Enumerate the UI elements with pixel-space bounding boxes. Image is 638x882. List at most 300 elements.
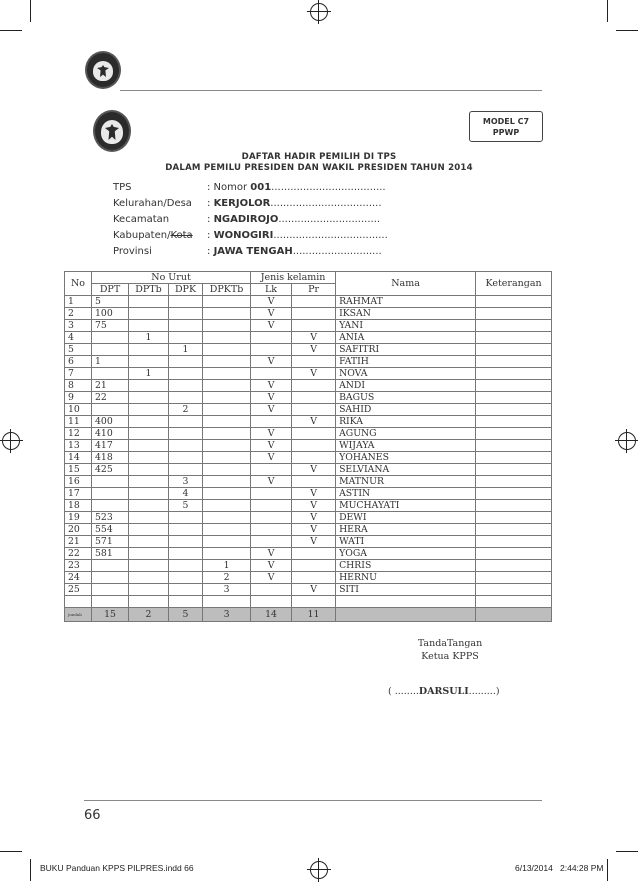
cell-dpt	[92, 368, 129, 380]
cell-dptb	[129, 548, 169, 560]
cell-pr	[292, 440, 336, 452]
cell-dptb	[129, 560, 169, 572]
cell-keterangan	[476, 488, 552, 500]
cell-no: 20	[65, 524, 92, 536]
cell-dpk	[169, 320, 203, 332]
cell-dpktb	[203, 344, 251, 356]
cell-dptb	[129, 308, 169, 320]
cell-no: 24	[65, 572, 92, 584]
cell-pr: V	[292, 500, 336, 512]
cell-no: 18	[65, 500, 92, 512]
crop-mark	[616, 30, 638, 31]
cell-dptb: 1	[129, 368, 169, 380]
header-dpk: DPK	[169, 284, 203, 296]
cell-nama: YANI	[336, 320, 476, 332]
crop-mark	[0, 30, 22, 31]
cell-keterangan	[476, 476, 552, 488]
crop-mark	[607, 859, 608, 881]
model-label: MODEL C7	[482, 117, 530, 126]
cell-dpktb: 2	[203, 572, 251, 584]
model-sublabel: PPWP	[492, 128, 520, 137]
cell-lk: V	[251, 356, 292, 368]
cell-dptb	[129, 296, 169, 308]
table-row	[65, 512, 552, 524]
header-dptb: DPTb	[129, 284, 169, 296]
total-value: 11	[292, 608, 336, 622]
cell-no	[65, 596, 92, 608]
table-row	[65, 584, 552, 596]
cell-lk: V	[251, 452, 292, 464]
table-row	[65, 524, 552, 536]
cell-nama: FATIH	[336, 356, 476, 368]
cell-lk: V	[251, 548, 292, 560]
cell-nama: IKSAN	[336, 308, 476, 320]
table-row	[65, 344, 552, 356]
cell-no: 17	[65, 488, 92, 500]
cell-dpk	[169, 452, 203, 464]
cell-no: 6	[65, 356, 92, 368]
cell-dpktb: 1	[203, 560, 251, 572]
cell-pr	[292, 548, 336, 560]
cell-pr: V	[292, 464, 336, 476]
info-dots: ....................................	[271, 182, 386, 193]
info-label: Provinsi	[113, 246, 152, 257]
cell-nama: HERA	[336, 524, 476, 536]
cell-pr: V	[292, 536, 336, 548]
cell-dpktb	[203, 524, 251, 536]
cell-dptb	[129, 512, 169, 524]
cell-dpt	[92, 476, 129, 488]
table-row	[65, 452, 552, 464]
cell-pr	[292, 572, 336, 584]
crop-mark	[607, 0, 608, 22]
cell-no: 15	[65, 464, 92, 476]
cell-dptb	[129, 428, 169, 440]
cell-nama: WIJAYA	[336, 440, 476, 452]
cell-keterangan	[476, 560, 552, 572]
info-value: JAWA TENGAH	[213, 246, 293, 257]
cell-dpt: 571	[92, 536, 129, 548]
total-value: 15	[92, 608, 129, 622]
registration-mark-icon	[310, 3, 328, 21]
cell-keterangan	[476, 512, 552, 524]
cell-dpk	[169, 380, 203, 392]
signature-name-line	[388, 686, 500, 697]
cell-dpktb	[203, 512, 251, 524]
header-nama: Nama	[336, 272, 476, 296]
signature-role: Ketua KPPS	[421, 651, 479, 662]
cell-no: 14	[65, 452, 92, 464]
cell-dpk	[169, 416, 203, 428]
header-pr: Pr	[292, 284, 336, 296]
cell-nama: NOVA	[336, 368, 476, 380]
cell-dpt: 554	[92, 524, 129, 536]
cell-lk	[251, 368, 292, 380]
cell-keterangan	[476, 428, 552, 440]
cell-lk: V	[251, 476, 292, 488]
table-row	[65, 392, 552, 404]
cell-keterangan	[476, 404, 552, 416]
cell-pr	[292, 356, 336, 368]
cell-lk	[251, 416, 292, 428]
table-body	[65, 296, 552, 622]
cell-dpt: 418	[92, 452, 129, 464]
cell-dpk	[169, 392, 203, 404]
cell-no: 13	[65, 440, 92, 452]
cell-nama: SAFITRI	[336, 344, 476, 356]
table-row	[65, 440, 552, 452]
cell-nama: RAHMAT	[336, 296, 476, 308]
cell-dpktb	[203, 404, 251, 416]
cell-pr	[292, 320, 336, 332]
cell-dpk	[169, 440, 203, 452]
info-value: 001	[250, 182, 272, 193]
info-dots: ...................................	[270, 198, 382, 209]
cell-pr	[292, 392, 336, 404]
cell-nama: SELVIANA	[336, 464, 476, 476]
cell-dptb	[129, 464, 169, 476]
table-row	[65, 500, 552, 512]
cell-dpktb	[203, 380, 251, 392]
cell-dpk	[169, 548, 203, 560]
cell-lk	[251, 500, 292, 512]
total-row	[65, 608, 552, 622]
signature-label: TandaTangan	[417, 638, 483, 649]
info-label: TPS	[113, 182, 132, 193]
signature-name: DARSULI	[418, 686, 469, 697]
cell-keterangan	[476, 356, 552, 368]
cell-nama: AGUNG	[336, 428, 476, 440]
cell-keterangan	[476, 368, 552, 380]
info-prefix: :	[207, 246, 214, 257]
signature-suffix: .........)	[468, 686, 500, 697]
cell-keterangan	[476, 536, 552, 548]
info-prefix: :	[207, 230, 214, 241]
table-row	[65, 296, 552, 308]
cell-keterangan	[476, 440, 552, 452]
cell-dptb	[129, 452, 169, 464]
cell-dptb	[129, 476, 169, 488]
total-empty	[476, 608, 552, 622]
table-row	[65, 428, 552, 440]
cell-dptb	[129, 500, 169, 512]
cell-pr: V	[292, 368, 336, 380]
header-keterangan: Keterangan	[476, 272, 552, 296]
cell-pr	[292, 296, 336, 308]
cell-dpk	[169, 332, 203, 344]
cell-dpktb	[203, 320, 251, 332]
header-no-urut: No Urut	[92, 272, 251, 284]
cell-no: 21	[65, 536, 92, 548]
info-dots: ....................................	[273, 230, 388, 241]
header-dpktb: DPKTb	[203, 284, 251, 296]
cell-dpk	[169, 368, 203, 380]
cell-dptb	[129, 440, 169, 452]
table-row	[65, 380, 552, 392]
cell-lk: V	[251, 296, 292, 308]
cell-pr	[292, 380, 336, 392]
table-row	[65, 404, 552, 416]
cell-nama	[336, 596, 476, 608]
cell-dpt: 100	[92, 308, 129, 320]
cell-dpktb	[203, 500, 251, 512]
cell-dpk	[169, 560, 203, 572]
cell-keterangan	[476, 380, 552, 392]
cell-dpk	[169, 464, 203, 476]
cell-dpktb	[203, 476, 251, 488]
cell-lk: V	[251, 428, 292, 440]
crop-mark	[30, 859, 31, 881]
cell-no: 10	[65, 404, 92, 416]
cell-dpt	[92, 500, 129, 512]
registration-mark-icon	[310, 861, 328, 879]
cell-dpktb	[203, 440, 251, 452]
cell-dpktb: 3	[203, 584, 251, 596]
cell-dpktb	[203, 308, 251, 320]
cell-pr	[292, 476, 336, 488]
cell-no: 4	[65, 332, 92, 344]
cell-no: 5	[65, 344, 92, 356]
cell-pr	[292, 596, 336, 608]
cell-dpt	[92, 488, 129, 500]
cell-nama: YOGA	[336, 548, 476, 560]
info-label: Kecamatan	[113, 214, 170, 225]
cell-no: 3	[65, 320, 92, 332]
total-value: 2	[129, 608, 169, 622]
cell-dptb	[129, 392, 169, 404]
cell-keterangan	[476, 548, 552, 560]
cell-dpt	[92, 404, 129, 416]
cell-dpk: 4	[169, 488, 203, 500]
cell-dpt: 410	[92, 428, 129, 440]
table-row	[65, 596, 552, 608]
cell-nama: YOHANES	[336, 452, 476, 464]
cell-dpt: 75	[92, 320, 129, 332]
table-row	[65, 368, 552, 380]
cell-pr: V	[292, 512, 336, 524]
cell-dpk: 2	[169, 404, 203, 416]
cell-dptb	[129, 524, 169, 536]
cell-dpktb	[203, 392, 251, 404]
cell-dpk	[169, 584, 203, 596]
cell-dpk	[169, 296, 203, 308]
cell-pr	[292, 560, 336, 572]
cell-lk	[251, 464, 292, 476]
table-row	[65, 548, 552, 560]
cell-nama: BAGUS	[336, 392, 476, 404]
cell-pr: V	[292, 332, 336, 344]
cell-dpt: 400	[92, 416, 129, 428]
cell-dpk	[169, 512, 203, 524]
kpu-logo-icon	[93, 110, 131, 152]
total-label: jumlah	[65, 608, 92, 622]
cell-no: 8	[65, 380, 92, 392]
cell-lk: V	[251, 404, 292, 416]
info-value: KERJOLOR	[213, 198, 271, 209]
table-row	[65, 356, 552, 368]
cell-dptb	[129, 584, 169, 596]
signature-prefix: ( ........	[388, 686, 419, 697]
cell-no: 25	[65, 584, 92, 596]
cell-dpktb	[203, 416, 251, 428]
total-empty	[336, 608, 476, 622]
cell-pr: V	[292, 416, 336, 428]
cell-dptb	[129, 344, 169, 356]
table-row	[65, 464, 552, 476]
cell-dpktb	[203, 356, 251, 368]
cell-nama: ANDI	[336, 380, 476, 392]
table-row	[65, 536, 552, 548]
cell-keterangan	[476, 416, 552, 428]
cell-dpt: 523	[92, 512, 129, 524]
cell-dpt	[92, 332, 129, 344]
cell-dpk	[169, 536, 203, 548]
cell-dpk: 1	[169, 344, 203, 356]
cell-nama: ANIA	[336, 332, 476, 344]
cell-keterangan	[476, 392, 552, 404]
info-label-struck: Kota	[170, 230, 193, 241]
attendance-table	[64, 271, 552, 622]
cell-dptb	[129, 416, 169, 428]
header-dpt: DPT	[92, 284, 129, 296]
cell-nama: MUCHAYATI	[336, 500, 476, 512]
cell-dpt	[92, 596, 129, 608]
table-row	[65, 560, 552, 572]
cell-nama: MATNUR	[336, 476, 476, 488]
table-row	[65, 476, 552, 488]
cell-no: 23	[65, 560, 92, 572]
cell-keterangan	[476, 464, 552, 476]
cell-lk: V	[251, 320, 292, 332]
form-subtitle: DALAM PEMILU PRESIDEN DAN WAKIL PRESIDEN TAHUN 2014	[165, 163, 473, 173]
header-rule	[120, 90, 542, 91]
crop-mark	[0, 851, 22, 852]
cell-lk	[251, 488, 292, 500]
cell-no: 12	[65, 428, 92, 440]
cell-dpt: 581	[92, 548, 129, 560]
cell-keterangan	[476, 344, 552, 356]
cell-keterangan	[476, 308, 552, 320]
cell-pr	[292, 428, 336, 440]
header-jenis-kelamin: Jenis kelamin	[251, 272, 336, 284]
cell-dpk: 3	[169, 476, 203, 488]
footer-rule	[84, 800, 542, 801]
cell-no: 22	[65, 548, 92, 560]
cell-dpt: 21	[92, 380, 129, 392]
registration-mark-icon	[2, 432, 20, 450]
cell-dpt	[92, 344, 129, 356]
cell-no: 2	[65, 308, 92, 320]
cell-no: 9	[65, 392, 92, 404]
cell-dpt: 1	[92, 356, 129, 368]
cell-pr: V	[292, 524, 336, 536]
total-value: 14	[251, 608, 292, 622]
cell-dpk	[169, 356, 203, 368]
cell-dpt: 425	[92, 464, 129, 476]
cell-pr: V	[292, 584, 336, 596]
cell-dpk	[169, 596, 203, 608]
registration-mark-icon	[618, 432, 636, 450]
cell-dpt: 22	[92, 392, 129, 404]
cell-nama: ASTIN	[336, 488, 476, 500]
cell-keterangan	[476, 524, 552, 536]
cell-dptb: 1	[129, 332, 169, 344]
cell-pr	[292, 308, 336, 320]
cell-no: 11	[65, 416, 92, 428]
cell-dpktb	[203, 536, 251, 548]
footer-filename: BUKU Panduan KPPS PILPRES.indd 66	[40, 863, 194, 873]
cell-dpktb	[203, 368, 251, 380]
cell-no: 1	[65, 296, 92, 308]
cell-lk: V	[251, 572, 292, 584]
cell-dpk	[169, 428, 203, 440]
cell-dpktb	[203, 596, 251, 608]
cell-lk	[251, 332, 292, 344]
cell-keterangan	[476, 296, 552, 308]
cell-keterangan	[476, 584, 552, 596]
info-value: NGADIROJO	[213, 214, 279, 225]
info-prefix: : Nomor	[207, 182, 251, 193]
info-value: WONOGIRI	[213, 230, 274, 241]
cell-nama: RIKA	[336, 416, 476, 428]
header-no: No	[65, 272, 92, 296]
cell-nama: HERNU	[336, 572, 476, 584]
cell-dptb	[129, 488, 169, 500]
cell-no: 16	[65, 476, 92, 488]
cell-dptb	[129, 596, 169, 608]
cell-lk	[251, 596, 292, 608]
cell-dpktb	[203, 452, 251, 464]
cell-pr	[292, 404, 336, 416]
cell-keterangan	[476, 332, 552, 344]
cell-lk	[251, 524, 292, 536]
cell-dpk	[169, 572, 203, 584]
cell-no: 7	[65, 368, 92, 380]
header-lk: Lk	[251, 284, 292, 296]
info-label: Kelurahan/Desa	[113, 198, 192, 209]
footer-time: 2:44:28 PM	[560, 863, 604, 873]
cell-dptb	[129, 404, 169, 416]
cell-pr: V	[292, 488, 336, 500]
cell-lk	[251, 344, 292, 356]
cell-dpk: 5	[169, 500, 203, 512]
crop-mark	[30, 0, 31, 22]
total-value: 3	[203, 608, 251, 622]
model-c7-box	[469, 111, 543, 142]
cell-dpktb	[203, 488, 251, 500]
cell-dpt: 417	[92, 440, 129, 452]
form-title: DAFTAR HADIR PEMILIH DI TPS	[241, 152, 397, 162]
info-label: Kabupaten/	[113, 230, 171, 241]
cell-pr: V	[292, 344, 336, 356]
cell-nama: DEWI	[336, 512, 476, 524]
cell-dpktb	[203, 464, 251, 476]
cell-dptb	[129, 320, 169, 332]
table-row	[65, 320, 552, 332]
cell-lk	[251, 512, 292, 524]
cell-nama: WATI	[336, 536, 476, 548]
info-dots: ............................	[292, 246, 382, 257]
total-value: 5	[169, 608, 203, 622]
cell-lk: V	[251, 380, 292, 392]
cell-dpk	[169, 524, 203, 536]
cell-keterangan	[476, 500, 552, 512]
cell-lk: V	[251, 560, 292, 572]
table-row	[65, 488, 552, 500]
cell-dptb	[129, 536, 169, 548]
cell-keterangan	[476, 596, 552, 608]
table-row	[65, 308, 552, 320]
